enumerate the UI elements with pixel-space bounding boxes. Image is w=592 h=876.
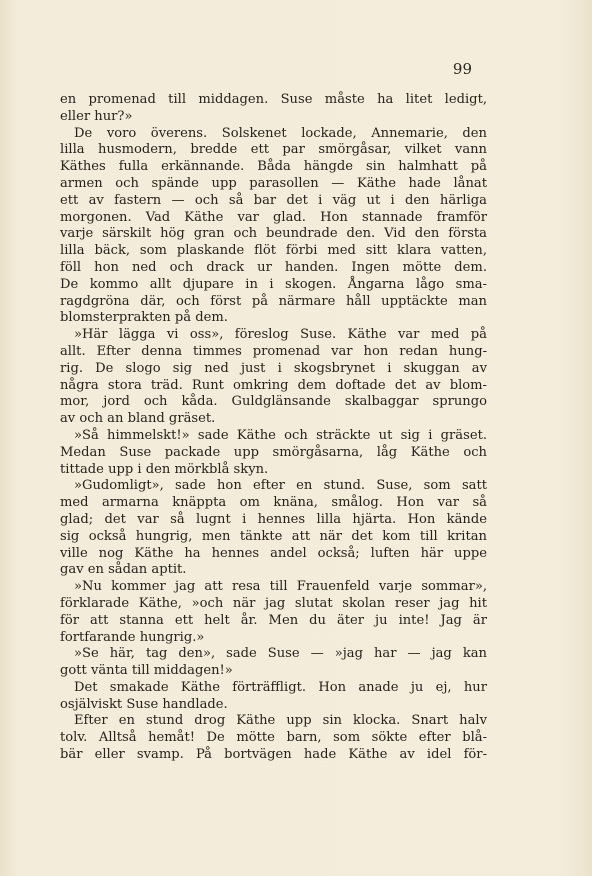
- text-line: tittade upp i den mörkblå skyn.: [60, 461, 269, 477]
- text-line: osjälviskt Suse handlade.: [60, 696, 228, 712]
- text-line: »Här lägga vi oss», föreslog Suse. Käthe var med på: [74, 327, 487, 343]
- text-line: förklarade Käthe, »och när jag slutat skolan reser jag hit: [60, 595, 487, 611]
- text-line: blomsterprakten på dem.: [60, 310, 228, 326]
- text-line: bär eller svamp. På bortvägen hade Käthe av idel för-: [60, 747, 487, 763]
- text-line: för att stanna ett helt år. Men du äter ju inte! Jag är: [60, 612, 487, 628]
- text-line: av och an bland gräset.: [60, 411, 216, 427]
- text-line: sig också hungrig, men tänkte att när det kom till kritan: [60, 528, 487, 544]
- text-line: lilla bäck, som plaskande flöt förbi med sitt klara vatten,: [60, 243, 487, 259]
- text-line: ville nog Käthe ha hennes andel också; luften här uppe: [60, 545, 487, 561]
- page-number: 99: [452, 60, 472, 78]
- text-line: varje särskilt hög gran och beundrade den. Vid den första: [60, 226, 487, 242]
- text-line: allt. Efter denna timmes promenad var hon redan hung-: [60, 343, 487, 359]
- text-line: några stora träd. Runt omkring dem doftade det av blom-: [60, 377, 487, 393]
- text-line: armen och spände upp parasollen — Käthe hade lånat: [60, 175, 487, 191]
- text-line: Efter en stund drog Käthe upp sin klocka. Snart halv: [74, 713, 487, 729]
- text-line: gott vänta till middagen!»: [60, 663, 233, 679]
- text-line: rig. De slogo sig ned just i skogsbrynet i skuggan av: [60, 360, 487, 376]
- text-line: De voro överens. Solskenet lockade, Annemarie, den: [74, 125, 487, 141]
- text-line: fortfarande hungrig.»: [60, 629, 205, 645]
- text-line: »Se här, tag den», sade Suse — »jag har — jag kan: [74, 646, 487, 662]
- text-line: Käthes fulla erkännande. Båda hängde sin halmhatt på: [60, 159, 487, 175]
- text-line: Medan Suse packade upp smörgåsarna, låg Käthe och: [60, 444, 487, 460]
- text-line: ett av fastern — och så bar det i väg ut i den härliga: [60, 192, 487, 208]
- text-line: »Nu kommer jag att resa till Frauenfeld varje sommar»,: [74, 579, 487, 595]
- text-line: eller hur?»: [60, 108, 133, 124]
- body-text: [60, 92, 487, 764]
- text-line: mor, jord och kåda. Guldglänsande skalbaggar sprungo: [60, 394, 487, 410]
- text-line: »Gudomligt», sade hon efter en stund. Suse, som satt: [74, 478, 487, 494]
- text-line: glad; det var så lugnt i hennes lilla hjärta. Hon kände: [60, 511, 487, 527]
- text-line: Det smakade Käthe förträffligt. Hon anade ju ej, hur: [74, 679, 487, 695]
- text-line: »Så himmelskt!» sade Käthe och sträckte ut sig i gräset.: [74, 427, 487, 443]
- text-line: lilla husmodern, bredde ett par smörgåsar, vilket vann: [60, 142, 487, 158]
- text-line: föll hon ned och drack ur handen. Ingen mötte dem.: [60, 259, 487, 275]
- text-line: ragdgröna där, och först på närmare håll upptäckte man: [60, 293, 487, 309]
- text-line: morgonen. Vad Käthe var glad. Hon stannade framför: [60, 209, 487, 225]
- text-line: gav en sådan aptit.: [60, 562, 187, 578]
- text-line: De kommo allt djupare in i skogen. Ångarna lågo sma-: [60, 276, 487, 292]
- text-line: med armarna knäppta om knäna, smålog. Hon var så: [60, 495, 487, 511]
- text-line: tolv. Alltså hemåt! De mötte barn, som sökte efter blå-: [60, 730, 487, 746]
- text-line: en promenad till middagen. Suse måste ha litet ledigt,: [60, 92, 487, 107]
